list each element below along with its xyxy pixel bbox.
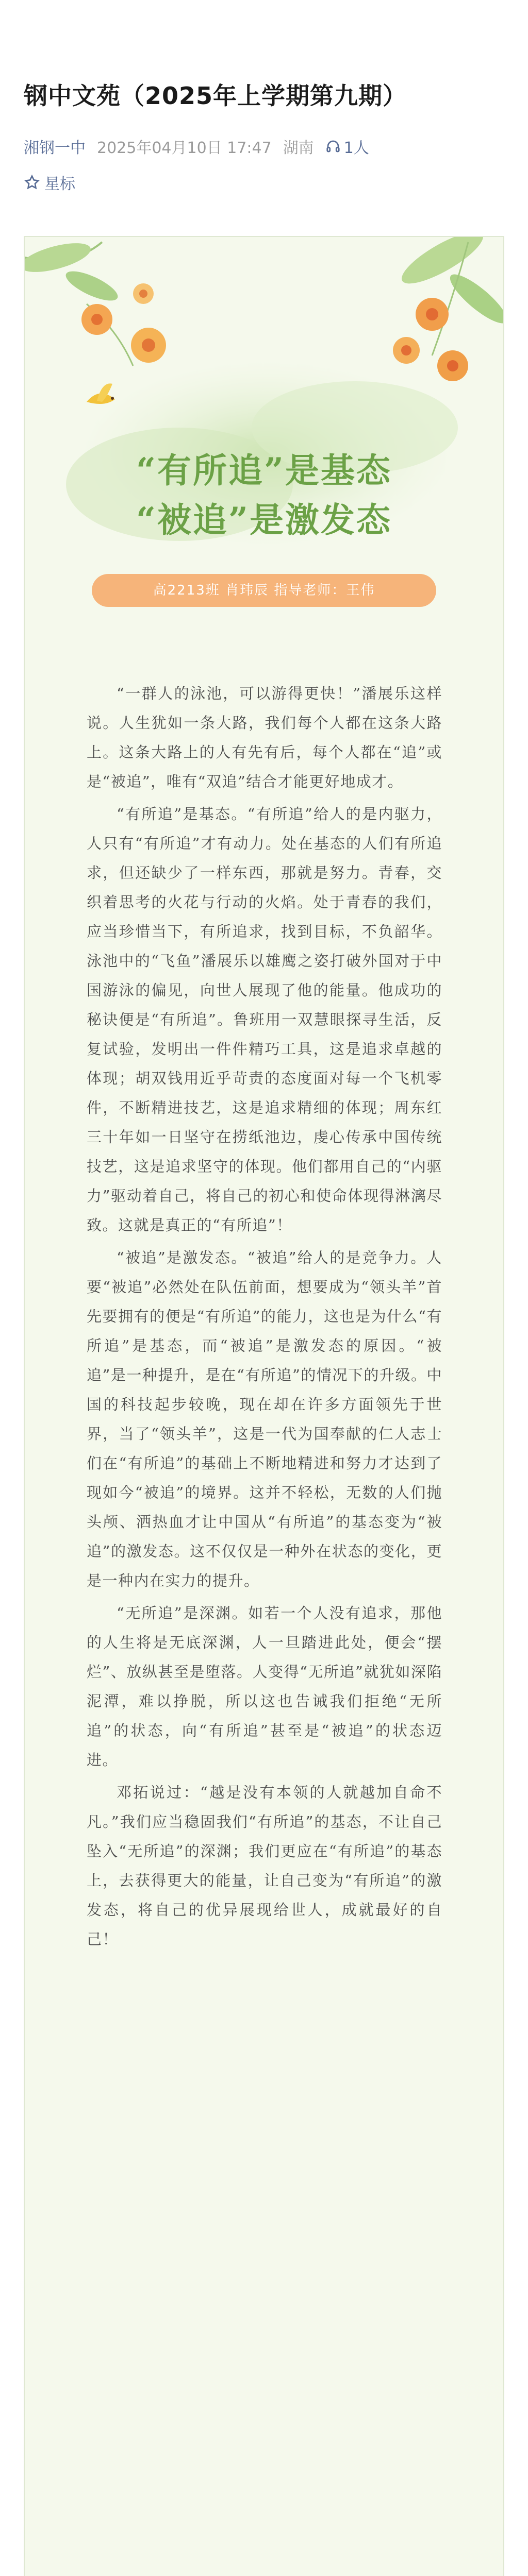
essay-paragraph: “有所追”是基态。“有所追”给人的是内驱力，人只有“有所追”才有动力。处在基态的人们有所追求，但还缺少了一样东西，那就是努力。青春，交织着思考的火花与行动的火焰。处于青春的我们，应当珍惜当下，有所追求，找到目标，不负韶华。泳池中的“飞鱼”潘展乐以雄鹰之姿打破外国对于中国游泳的偏见，向世人展现了他的能量。他成功的秘诀便是“有所追”。鲁班用一双慧眼探寻生活，反复试验，发明出一件件精巧工具，这是追求卓越的体现；胡双钱用近乎苛责的态度面对每一个飞机零件，不断精进技艺，这是追求精细的体现；周东红三十年如一日坚守在捞纸池边，虔心传承中国传统技艺，这是追求坚守的体现。他们都用自己的“内驱力”驱动着自己，将自己的初心和使命体现得淋漓尽致。这就是真正的“有所追”！ [87,805,442,1234]
account-name-link[interactable]: 湘钢一中 [24,139,86,157]
star-label: 星标 [44,175,75,193]
essay-body [87,679,442,1957]
headline-line-2: “被追”是激发态 [136,500,392,540]
headline-line-1: “有所追”是基态 [136,450,392,490]
author-byline: 高2213班 肖玮辰 指导老师：王伟 [92,574,436,607]
publish-location: 湖南 [283,139,314,157]
listen-count[interactable] [325,135,369,158]
essay-paragraph: “被追”是激发态。“被追”给人的是竞争力。人要“被追”必然处在队伍前面，想要成为“领头羊”首先要拥有的便是“有所追”的能力，这也是为什么“有所追”是基态，而“被追”是激发态的原因。“被追”是一种提升，是在“有所追”的情况下的升级。中国的科技起步较晚，现在却在许多方面领先于世界，当了“领头羊”，这是一代为国奉献的仁人志士们在“有所追”的基础上不断地精进和努力才达到了现如今“被追”的境界。这并不轻松，无数的人们抛头颅、洒热血才让中国从“有所追”的基态变为“被追”的激发态。这不仅仅是一种外在状态的变化，更是一种内在实力的提升。 [87,1249,442,1589]
title-banner [25,237,503,639]
star-button[interactable] [24,171,75,194]
article-meta [24,135,369,158]
star-icon [24,174,40,191]
article-title: 钢中文苑（2025年上学期第九期） [24,82,407,110]
listen-count-value: 1人 [343,139,369,157]
publish-date: 2025年04月10日 17:47 [97,139,272,157]
essay-paragraph: “一群人的泳池，可以游得更快！”潘展乐这样说。人生犹如一条大路，我们每个人都在这条大路上。这条大路上的人有先有后，每个人都在“追”或是“被追”，唯有“双追”结合才能更好地成才。 [87,685,442,790]
essay-paragraph: 邓拓说过：“越是没有本领的人就越加自命不凡。”我们应当稳固我们“有所追”的基态，不让自己坠入“无所追”的深渊；我们更应在“有所追”的基态上，去获得更大的能量，让自己变为“有所追”的激发态，将自己的优异展现给世人，成就最好的自己！ [87,1784,442,1948]
headphones-icon [325,139,341,154]
essay-card [24,236,504,2576]
essay-paragraph: “无所追”是深渊。如若一个人没有追求，那他的人生将是无底深渊，人一旦踏进此处，便会“摆烂”、放纵甚至是堕落。人变得“无所追”就犹如深陷泥潭，难以挣脱，所以这也告诫我们拒绝“无所追”的状态，向“有所追”甚至是“被追”的状态迈进。 [87,1604,442,1769]
